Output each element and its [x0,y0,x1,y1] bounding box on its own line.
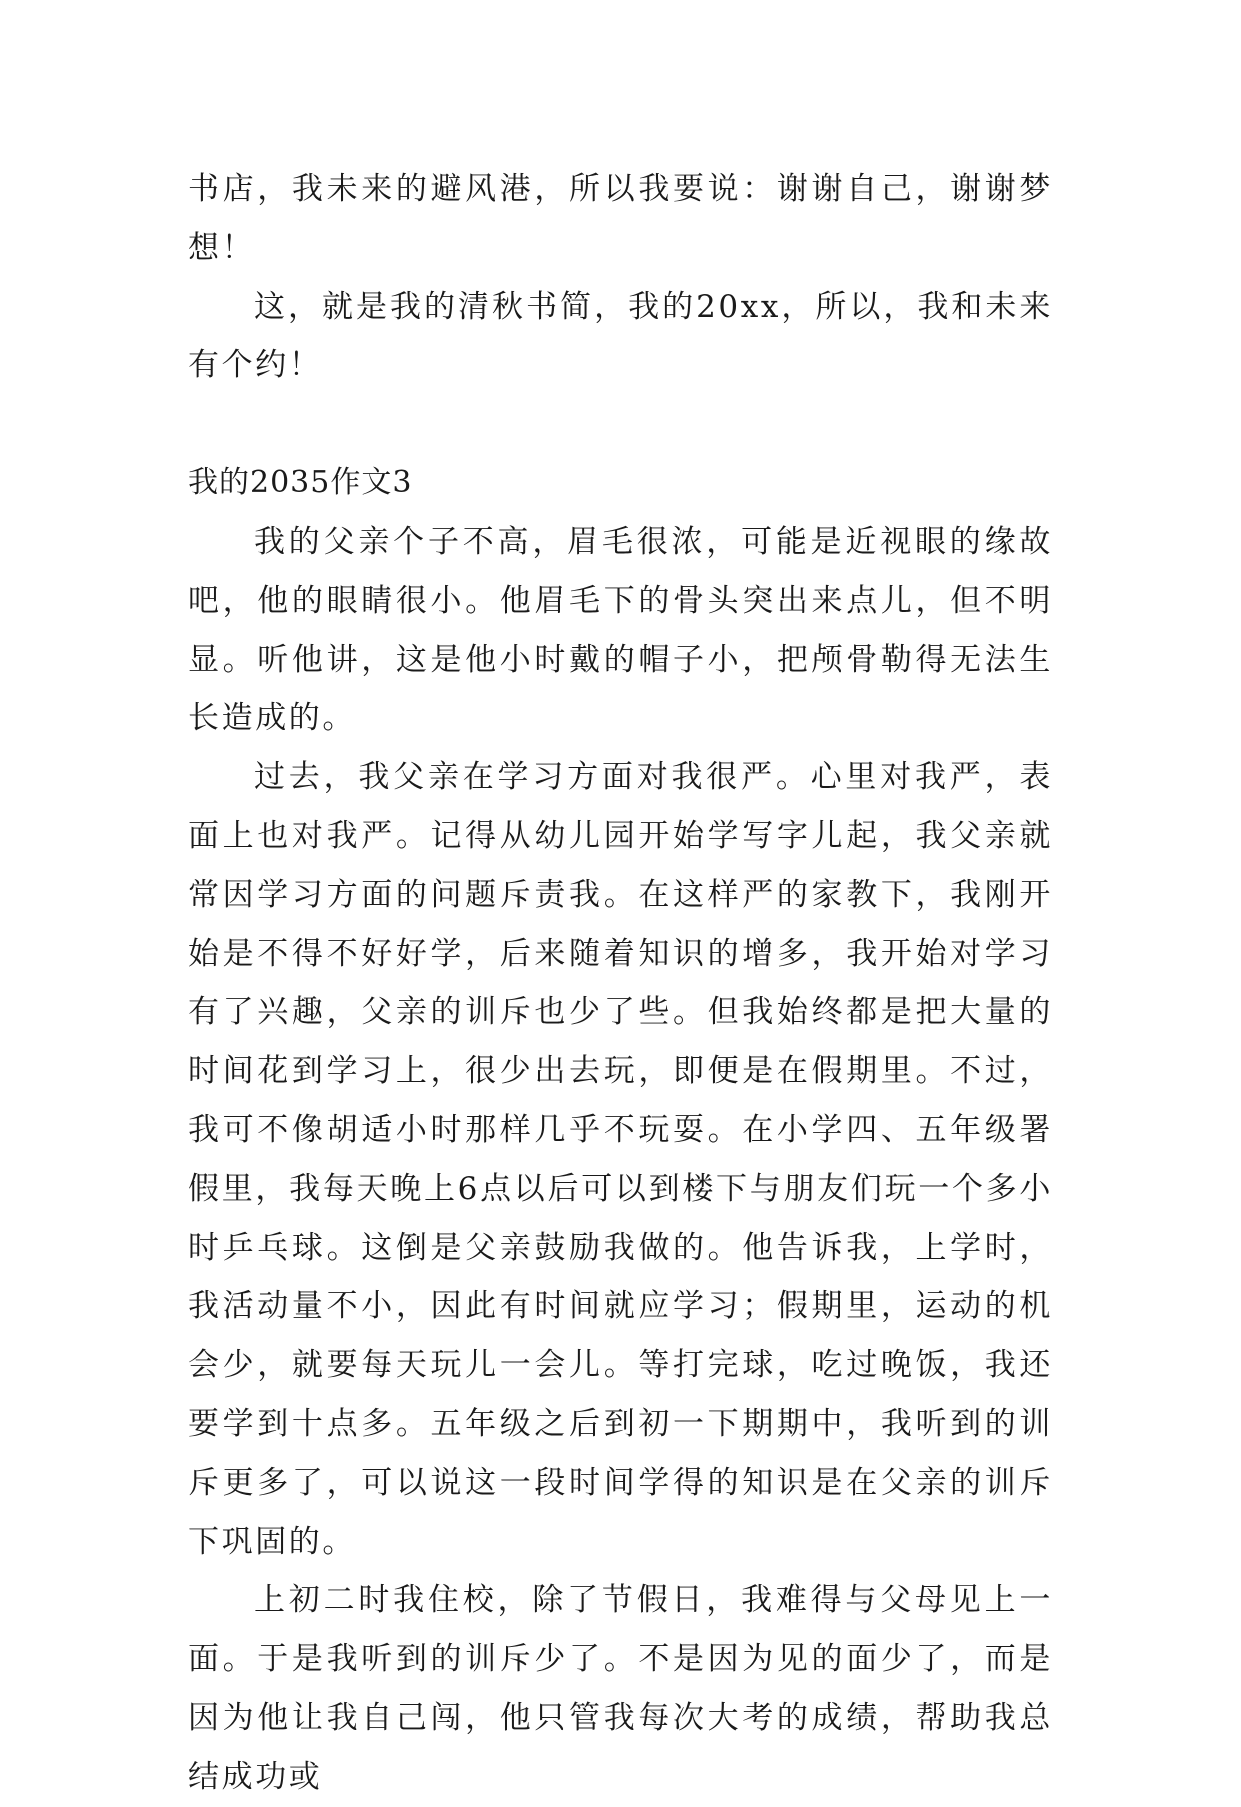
paragraph-bookstore: 书店，我未来的避风港，所以我要说：谢谢自己，谢谢梦想！ [188,171,1053,266]
paragraph-father-strict: 过去，我父亲在学习方面对我很严。心里对我严，表面上也对我严。记得从幼儿园开始学写字儿起，我父亲就常因学习方面的问题斥责我。在这样严的家教下，我刚开始是不得不好好学，后来随着知识的增多，我开始对学习有了兴趣，父亲的训斥也少了些。但我始终都是把大量的时间花到学习上，很少出去玩，即便是在假期里。不过，我可不像胡适小时那样几乎不玩耍。在小学四、五年级署假里，我每天晚上6点以后可以到楼下与朋友们玩一个多小时乒乓球。这倒是父亲鼓励我做的。他告诉我，上学时，我活动量不小，因此有时间就应学习；假期里，运动的机会少，就要每天玩儿一会儿。等打完球，吃过晚饭，我还要学到十点多。五年级之后到初一下期期中，我听到的训斥更多了，可以说这一段时间学得的知识是在父亲的训斥下巩固的。 [188,759,1053,1560]
paragraph-boarding-school: 上初二时我住校，除了节假日，我难得与父母见上一面。于是我听到的训斥少了。不是因为见的面少了，而是因为他让我自己闯，他只管我每次大考的成绩，帮助我总结成功或 [188,1582,1053,1795]
section-spacer [188,395,1053,454]
paragraph-promise: 这，就是我的清秋书简，我的20xx，所以，我和未来有个约！ [188,288,1053,384]
document-body [188,160,1053,1807]
paragraph-father-appearance: 我的父亲个子不高，眉毛很浓，可能是近视眼的缘故吧，他的眼睛很小。他眉毛下的骨头突出来点儿，但不明显。听他讲，这是他小时戴的帽子小，把颅骨勒得无法生长造成的。 [188,523,1053,737]
section-title: 我的2035作文3 [188,465,413,501]
